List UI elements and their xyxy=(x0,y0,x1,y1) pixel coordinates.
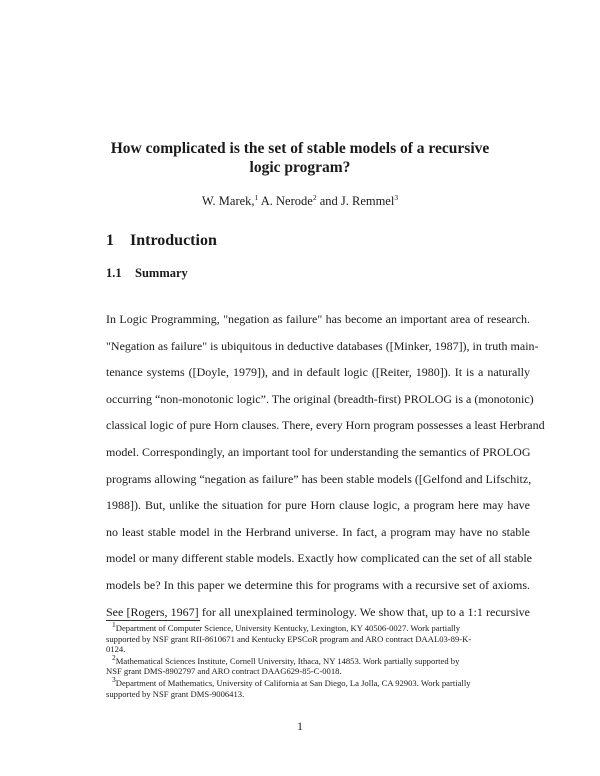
footnote-marker: 1 xyxy=(112,620,116,630)
author-list xyxy=(80,194,520,209)
footnote-2 xyxy=(106,652,530,677)
footnote-text: Department of Computer Science, University Kentucky, Lexington, KY 40506-0027. Work partially xyxy=(115,623,461,633)
author-remmel: and J. Remmel xyxy=(316,194,395,208)
footnote-marker: 2 xyxy=(312,192,317,202)
footnote-marker: 3 xyxy=(112,675,116,685)
section-number: 1 xyxy=(106,232,114,249)
body-paragraph xyxy=(106,306,545,625)
text-line: occurring “non-monotonic logic”. The original (breadth-first) PROLOG is a (monotonic) xyxy=(106,391,534,406)
title-line-2: logic program? xyxy=(249,159,351,176)
footnotes xyxy=(106,622,530,699)
text-line: no least stable model in the Herbrand universe. In fact, a program may have no stable xyxy=(106,524,530,539)
footnote-marker: 2 xyxy=(112,652,116,662)
footnote-marker: 3 xyxy=(394,192,399,202)
author-marek: W. Marek, xyxy=(201,194,255,208)
text-line: In Logic Programming, "negation as failure" has become an important area of research. xyxy=(106,312,530,326)
footnote-rule xyxy=(106,620,200,621)
text-line: "Negation as failure" is ubiquitous in deductive databases ([Minker, 1987]), in truth main- xyxy=(106,338,539,353)
text-line: model. Correspondingly, an important tool for understanding the semantics of PROLOG xyxy=(106,444,531,459)
section-heading xyxy=(106,232,217,250)
title-line-1: How complicated is the set of stable models of a recursive xyxy=(110,140,490,157)
page-number: 1 xyxy=(297,719,303,733)
footnote-text: Department of Mathematics, University of California at San Diego, La Jolla, CA 92903. Work partially xyxy=(115,677,471,688)
text-line: classical logic of pure Horn clauses. There, every Horn program possesses a least Herbrand xyxy=(106,418,545,433)
subsection-heading xyxy=(106,266,188,281)
footnote-text: Mathematical Sciences Institute, Cornell University, Ithaca, NY 14853. Work partially supported by xyxy=(115,655,460,666)
section-title: Introduction xyxy=(130,232,217,249)
text-line: models be? In this paper we determine this for programs with a recursive set of axioms. xyxy=(106,577,530,592)
footnote-text: 0124. xyxy=(106,644,126,655)
text-line: tenance systems ([Doyle, 1979]), and in default logic ([Reiter, 1980]). It is a naturally xyxy=(106,365,530,380)
paper-title xyxy=(80,139,520,177)
footnote-3 xyxy=(106,675,530,699)
text-line: programs allowing “negation as failure” has been stable models ([Gelfond and Lifschitz, xyxy=(106,471,532,486)
text-line: See [Rogers, 1967] for all unexplained terminology. We show that, up to a 1:1 recursive xyxy=(106,604,530,619)
footnote-text: supported by NSF grant RII-8610671 and Kentucky EPSCoR program and ARO contract DAAL03-89-K- xyxy=(106,633,472,644)
footnote-text: NSF grant DMS-8902797 and ARO contract DAAG629-85-C-0018. xyxy=(106,666,342,677)
footnote-text: supported by NSF grant DMS-9006413. xyxy=(106,688,245,699)
subsection-number: 1.1 xyxy=(106,266,122,280)
footnote-marker: 1 xyxy=(254,192,259,202)
subsection-title: Summary xyxy=(135,266,188,280)
footnote-1 xyxy=(106,620,530,655)
author-nerode: A. Nerode xyxy=(258,194,313,208)
text-line: 1988]). But, unlike the situation for pure Horn clause logic, a program here may have xyxy=(106,498,530,513)
text-line: model or many different stable models. Exactly how complicated can the set of all stable xyxy=(106,551,532,566)
